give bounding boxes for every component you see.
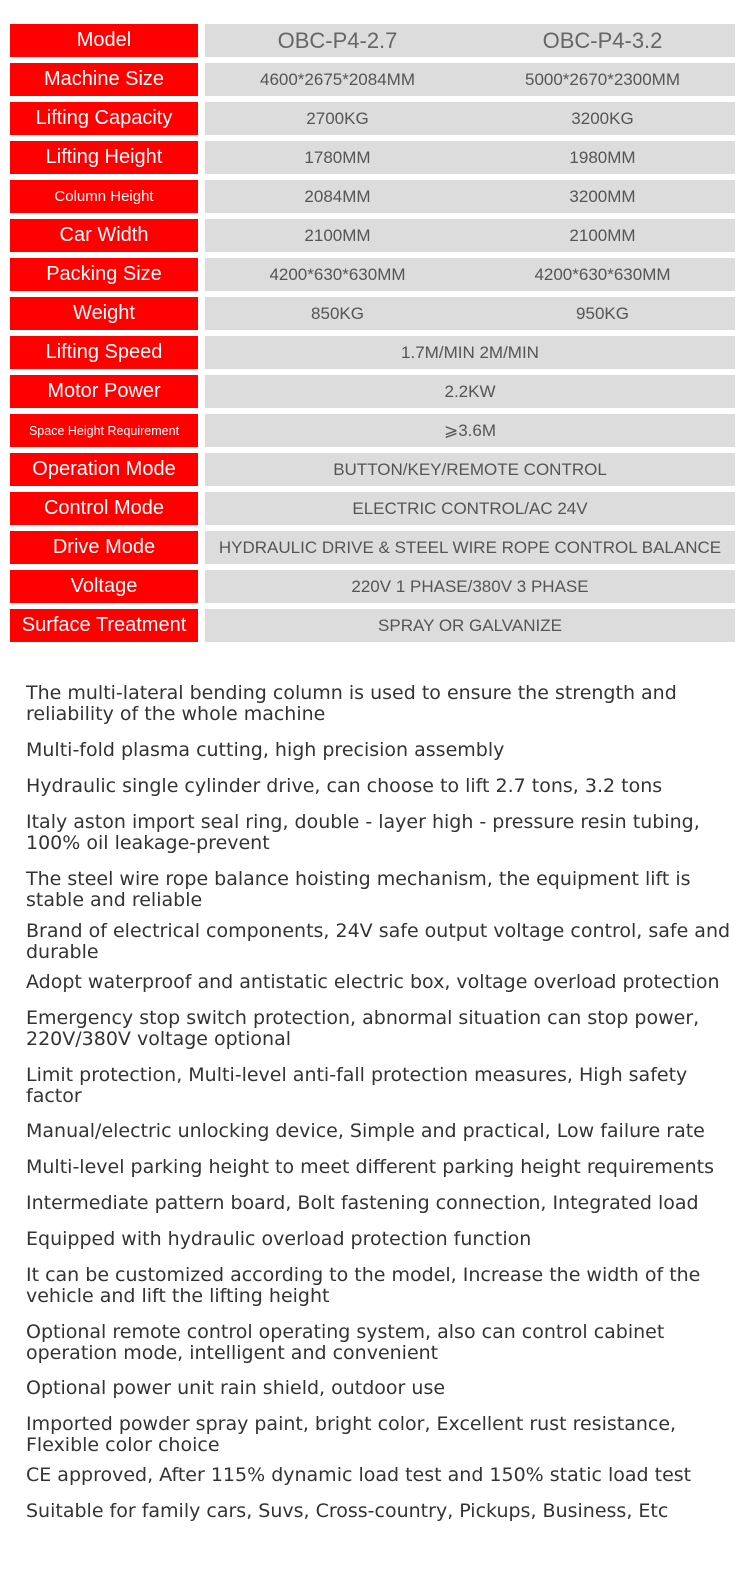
value-model-2: 1980MM <box>470 141 735 174</box>
row-label: Weight <box>10 297 198 330</box>
value-model-1: 1780MM <box>205 141 470 174</box>
table-row <box>0 414 750 447</box>
row-label-model: Model <box>10 24 198 57</box>
row-label: Space Height Requirement <box>10 414 198 447</box>
list-item: Limit protection, Multi-level anti-fall protection measures, High safety factor <box>26 1064 688 1107</box>
table-row <box>0 102 750 135</box>
value-model-2: 4200*630*630MM <box>470 258 735 291</box>
list-item: Optional power unit rain shield, outdoor use <box>26 1377 446 1399</box>
value-model-1: 2100MM <box>205 219 470 252</box>
value-model-2: 3200MM <box>470 180 735 213</box>
row-label: Drive Mode <box>10 531 198 564</box>
table-row <box>0 453 750 486</box>
row-label: Packing Size <box>10 258 198 291</box>
model-name-2: OBC-P4-3.2 <box>470 24 735 57</box>
value-shared: 220V 1 PHASE/380V 3 PHASE <box>205 570 735 603</box>
table-row <box>0 219 750 252</box>
list-item: Hydraulic single cylinder drive, can choose to lift 2.7 tons, 3.2 tons <box>26 775 663 797</box>
model-name-1: OBC-P4-2.7 <box>205 24 470 57</box>
list-item: Equipped with hydraulic overload protection function <box>26 1228 532 1250</box>
table-row <box>0 180 750 213</box>
list-item: Multi-level parking height to meet different parking height requirements <box>26 1156 714 1178</box>
model-cells <box>205 24 735 57</box>
row-label: Operation Mode <box>10 453 198 486</box>
table-row <box>0 570 750 603</box>
row-label: Motor Power <box>10 375 198 408</box>
row-label: Car Width <box>10 219 198 252</box>
value-shared: 1.7M/MIN 2M/MIN <box>205 336 735 369</box>
list-item: Multi-fold plasma cutting, high precision assembly <box>26 739 505 761</box>
table-row <box>0 375 750 408</box>
table-row <box>0 141 750 174</box>
table-row <box>0 297 750 330</box>
table-row <box>0 492 750 525</box>
value-model-1: 2084MM <box>205 180 470 213</box>
list-item: Suitable for family cars, Suvs, Cross-country, Pickups, Business, Etc <box>26 1500 669 1522</box>
list-item: Brand of electrical components, 24V safe output voltage control, safe and durable <box>26 920 731 963</box>
table-row <box>0 258 750 291</box>
list-item: Intermediate pattern board, Bolt fastening connection, Integrated load <box>26 1192 699 1214</box>
value-shared: BUTTON/KEY/REMOTE CONTROL <box>205 453 735 486</box>
list-item: CE approved, After 115% dynamic load test and 150% static load test <box>26 1464 692 1486</box>
list-item: Imported powder spray paint, bright color, Excellent rust resistance, Flexible color choice <box>26 1413 677 1456</box>
list-item: Manual/electric unlocking device, Simple and practical, Low failure rate <box>26 1120 705 1142</box>
value-model-2: 950KG <box>470 297 735 330</box>
table-header-row <box>0 24 750 57</box>
value-shared: ELECTRIC CONTROL/AC 24V <box>205 492 735 525</box>
row-label: Surface Treatment <box>10 609 198 642</box>
value-model-2: 5000*2670*2300MM <box>470 63 735 96</box>
value-shared: SPRAY OR GALVANIZE <box>205 609 735 642</box>
list-item: Emergency stop switch protection, abnormal situation can stop power, 220V/380V voltage optional <box>26 1007 700 1050</box>
row-label: Control Mode <box>10 492 198 525</box>
list-item: It can be customized according to the model, Increase the width of the vehicle and lift the lifting height <box>26 1264 701 1307</box>
value-model-1: 4200*630*630MM <box>205 258 470 291</box>
value-model-1: 4600*2675*2084MM <box>205 63 470 96</box>
list-item: Optional remote control operating system, also can control cabinet operation mode, intelligent and convenient <box>26 1321 665 1364</box>
list-item: The steel wire rope balance hoisting mechanism, the equipment lift is stable and reliable <box>26 868 691 911</box>
list-item: Italy aston import seal ring, double - layer high - pressure resin tubing, 100% oil leakage-prevent <box>26 811 700 854</box>
list-item: Adopt waterproof and antistatic electric box, voltage overload protection <box>26 971 720 993</box>
table-row <box>0 336 750 369</box>
row-label: Lifting Capacity <box>10 102 198 135</box>
value-model-1: 2700KG <box>205 102 470 135</box>
value-model-2: 3200KG <box>470 102 735 135</box>
value-shared: ⩾3.6M <box>205 414 735 447</box>
value-shared: 2.2KW <box>205 375 735 408</box>
value-model-1: 850KG <box>205 297 470 330</box>
row-label: Lifting Height <box>10 141 198 174</box>
value-shared: HYDRAULIC DRIVE & STEEL WIRE ROPE CONTROL BALANCE <box>205 531 735 564</box>
table-row <box>0 63 750 96</box>
row-label: Machine Size <box>10 63 198 96</box>
list-item: The multi-lateral bending column is used to ensure the strength and reliability of the whole machine <box>26 682 677 725</box>
table-row <box>0 531 750 564</box>
table-row <box>0 609 750 642</box>
row-label: Lifting Speed <box>10 336 198 369</box>
value-model-2: 2100MM <box>470 219 735 252</box>
row-label: Voltage <box>10 570 198 603</box>
row-label: Column Height <box>10 180 198 213</box>
